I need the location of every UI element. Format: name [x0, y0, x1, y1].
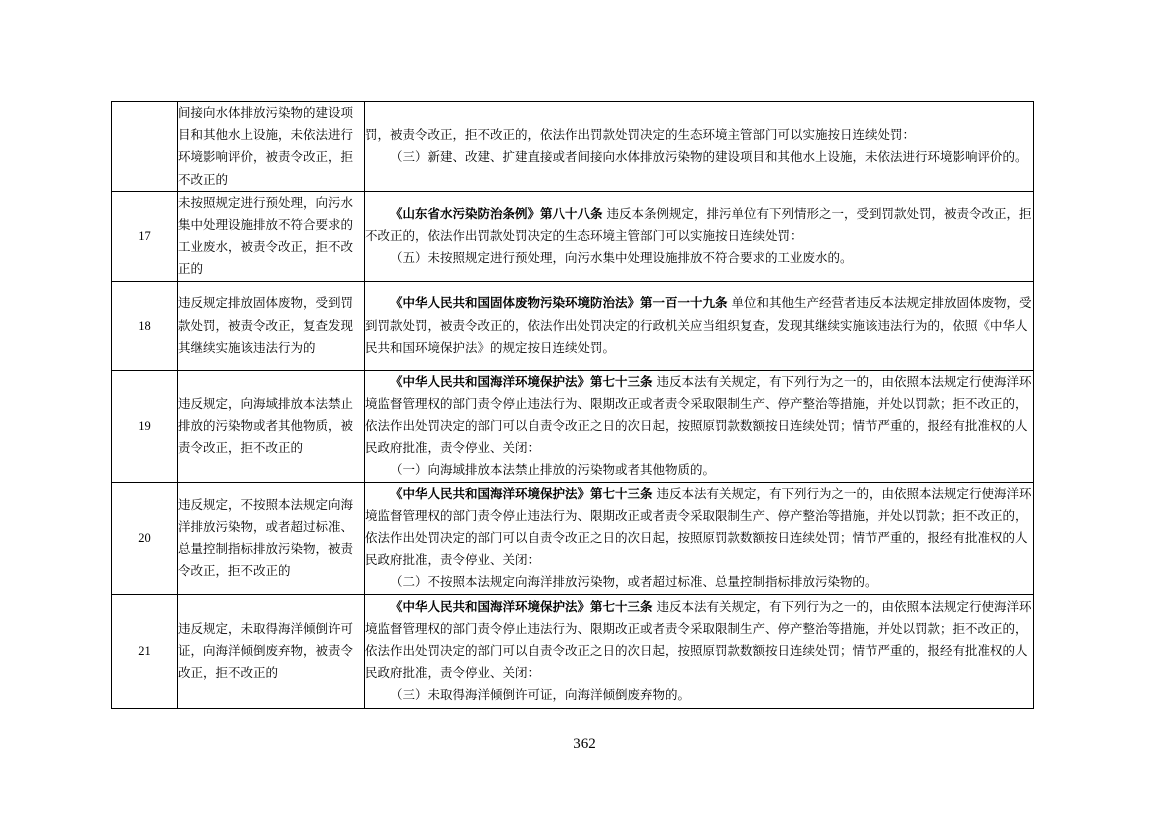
legal-clause: （三）新建、改建、扩建直接或者间接向水体排放污染物的建设项目和其他水上设施，未依法进行环境影响评价的。 — [390, 149, 1028, 165]
legal-basis — [365, 370, 1034, 482]
law-article-text: 违反本法有关规定，有下列行为之一的，由依照本法规定行使海洋环境监督管理权的部门责令停止违法行为、限期改正或者责令采取限制生产、停产整治等措施，并处以罚款；拒不改正的，依法作出处罚决定的部门可以自责令改正之日的次日起，按照原罚款数额按日连续处罚；情节严重的，报经有批准权的人民政府批准，责令停业、关闭： — [365, 373, 1032, 456]
legal-basis — [365, 594, 1034, 708]
row-number: 19 — [112, 370, 178, 482]
law-article-text: 违反本条例规定，排污单位有下列情形之一，受到罚款处罚，被责令改正，拒不改正的，依法作出罚款处罚决定的生态环境主管部门可以实施按日连续处罚： — [365, 205, 1032, 244]
violation-description: 违反规定，未取得海洋倾倒许可证，向海洋倾倒废弃物，被责令改正，拒不改正的 — [178, 594, 365, 708]
legal-basis — [365, 191, 1034, 281]
table-row — [112, 482, 1034, 594]
law-article-text: 违反本法有关规定，有下列行为之一的，由依照本法规定行使海洋环境监督管理权的部门责令停止违法行为、限期改正或者责令采取限制生产、停产整治等措施，并处以罚款；拒不改正的，依法作出处罚决定的部门可以自责令改正之日的次日起，按照原罚款数额按日连续处罚；情节严重的，报经有批准权的人民政府批准，责令停业、关闭： — [365, 598, 1032, 681]
row-number: 21 — [112, 594, 178, 708]
violation-description: 违反规定排放固体废物，受到罚款处罚，被责令改正，复查发现其继续实施该违法行为的 — [178, 281, 365, 370]
law-article-text: 单位和其他生产经营者违反本法规定排放固体废物，受到罚款处罚，被责令改正的，依法作出处罚决定的行政机关应当组织复查，发现其继续实施该违法行为的，依照《中华人民共和国环境保护法》的规定按日连续处罚。 — [365, 295, 1032, 355]
legal-clause: （一）向海域排放本法禁止排放的污染物或者其他物质的。 — [390, 462, 716, 478]
row-number — [112, 102, 178, 192]
legal-basis — [365, 102, 1034, 192]
legal-clause: （五）未按照规定进行预处理，向污水集中处理设施排放不符合要求的工业废水的。 — [390, 250, 853, 266]
violation-description: 间接向水体排放污染物的建设项目和其他水上设施，未依法进行环境影响评价，被责令改正，拒不改正的 — [178, 102, 365, 192]
legal-basis — [365, 281, 1034, 370]
legal-clause: （三）未取得海洋倾倒许可证，向海洋倾倒废弃物的。 — [390, 687, 691, 703]
law-article-text: 违反本法有关规定，有下列行为之一的，由依照本法规定行使海洋环境监督管理权的部门责令停止违法行为、限期改正或者责令采取限制生产、停产整治等措施，并处以罚款；拒不改正的，依法作出处罚决定的部门可以自责令改正之日的次日起，按照原罚款数额按日连续处罚；情节严重的，报经有批准权的人民政府批准，责令停业、关闭： — [365, 485, 1032, 568]
violation-description: 违反规定，不按照本法规定向海洋排放污染物，或者超过标准、总量控制指标排放污染物，被责令改正，拒不改正的 — [178, 482, 365, 594]
legal-text-line: 罚，被责令改正，拒不改正的，依法作出罚款处罚决定的生态环境主管部门可以实施按日连续处罚： — [365, 127, 916, 143]
table-row — [112, 102, 1034, 192]
row-number: 18 — [112, 281, 178, 370]
table-row — [112, 281, 1034, 370]
row-number: 17 — [112, 191, 178, 281]
legal-basis — [365, 482, 1034, 594]
row-number: 20 — [112, 482, 178, 594]
law-article-title: 《中华人民共和国海洋环境保护法》第七十三条 — [390, 373, 653, 389]
table-row — [112, 594, 1034, 708]
violation-description: 违反规定，向海域排放本法禁止排放的污染物或者其他物质，被责令改正，拒不改正的 — [178, 370, 365, 482]
table-row — [112, 370, 1034, 482]
law-article-title: 《中华人民共和国固体废物污染环境防治法》第一百一十九条 — [390, 295, 728, 311]
law-article-title: 《中华人民共和国海洋环境保护法》第七十三条 — [390, 485, 653, 501]
legal-clause: （二）不按照本法规定向海洋排放污染物，或者超过标准、总量控制指标排放污染物的。 — [390, 574, 878, 590]
page-number: 362 — [573, 736, 596, 752]
penalty-table — [111, 101, 1034, 709]
violation-description: 未按照规定进行预处理，向污水集中处理设施排放不符合要求的工业废水，被责令改正，拒不改正的 — [178, 191, 365, 281]
table-row — [112, 191, 1034, 281]
law-article-title: 《中华人民共和国海洋环境保护法》第七十三条 — [390, 598, 653, 614]
law-article-title: 《山东省水污染防治条例》第八十八条 — [390, 205, 603, 221]
